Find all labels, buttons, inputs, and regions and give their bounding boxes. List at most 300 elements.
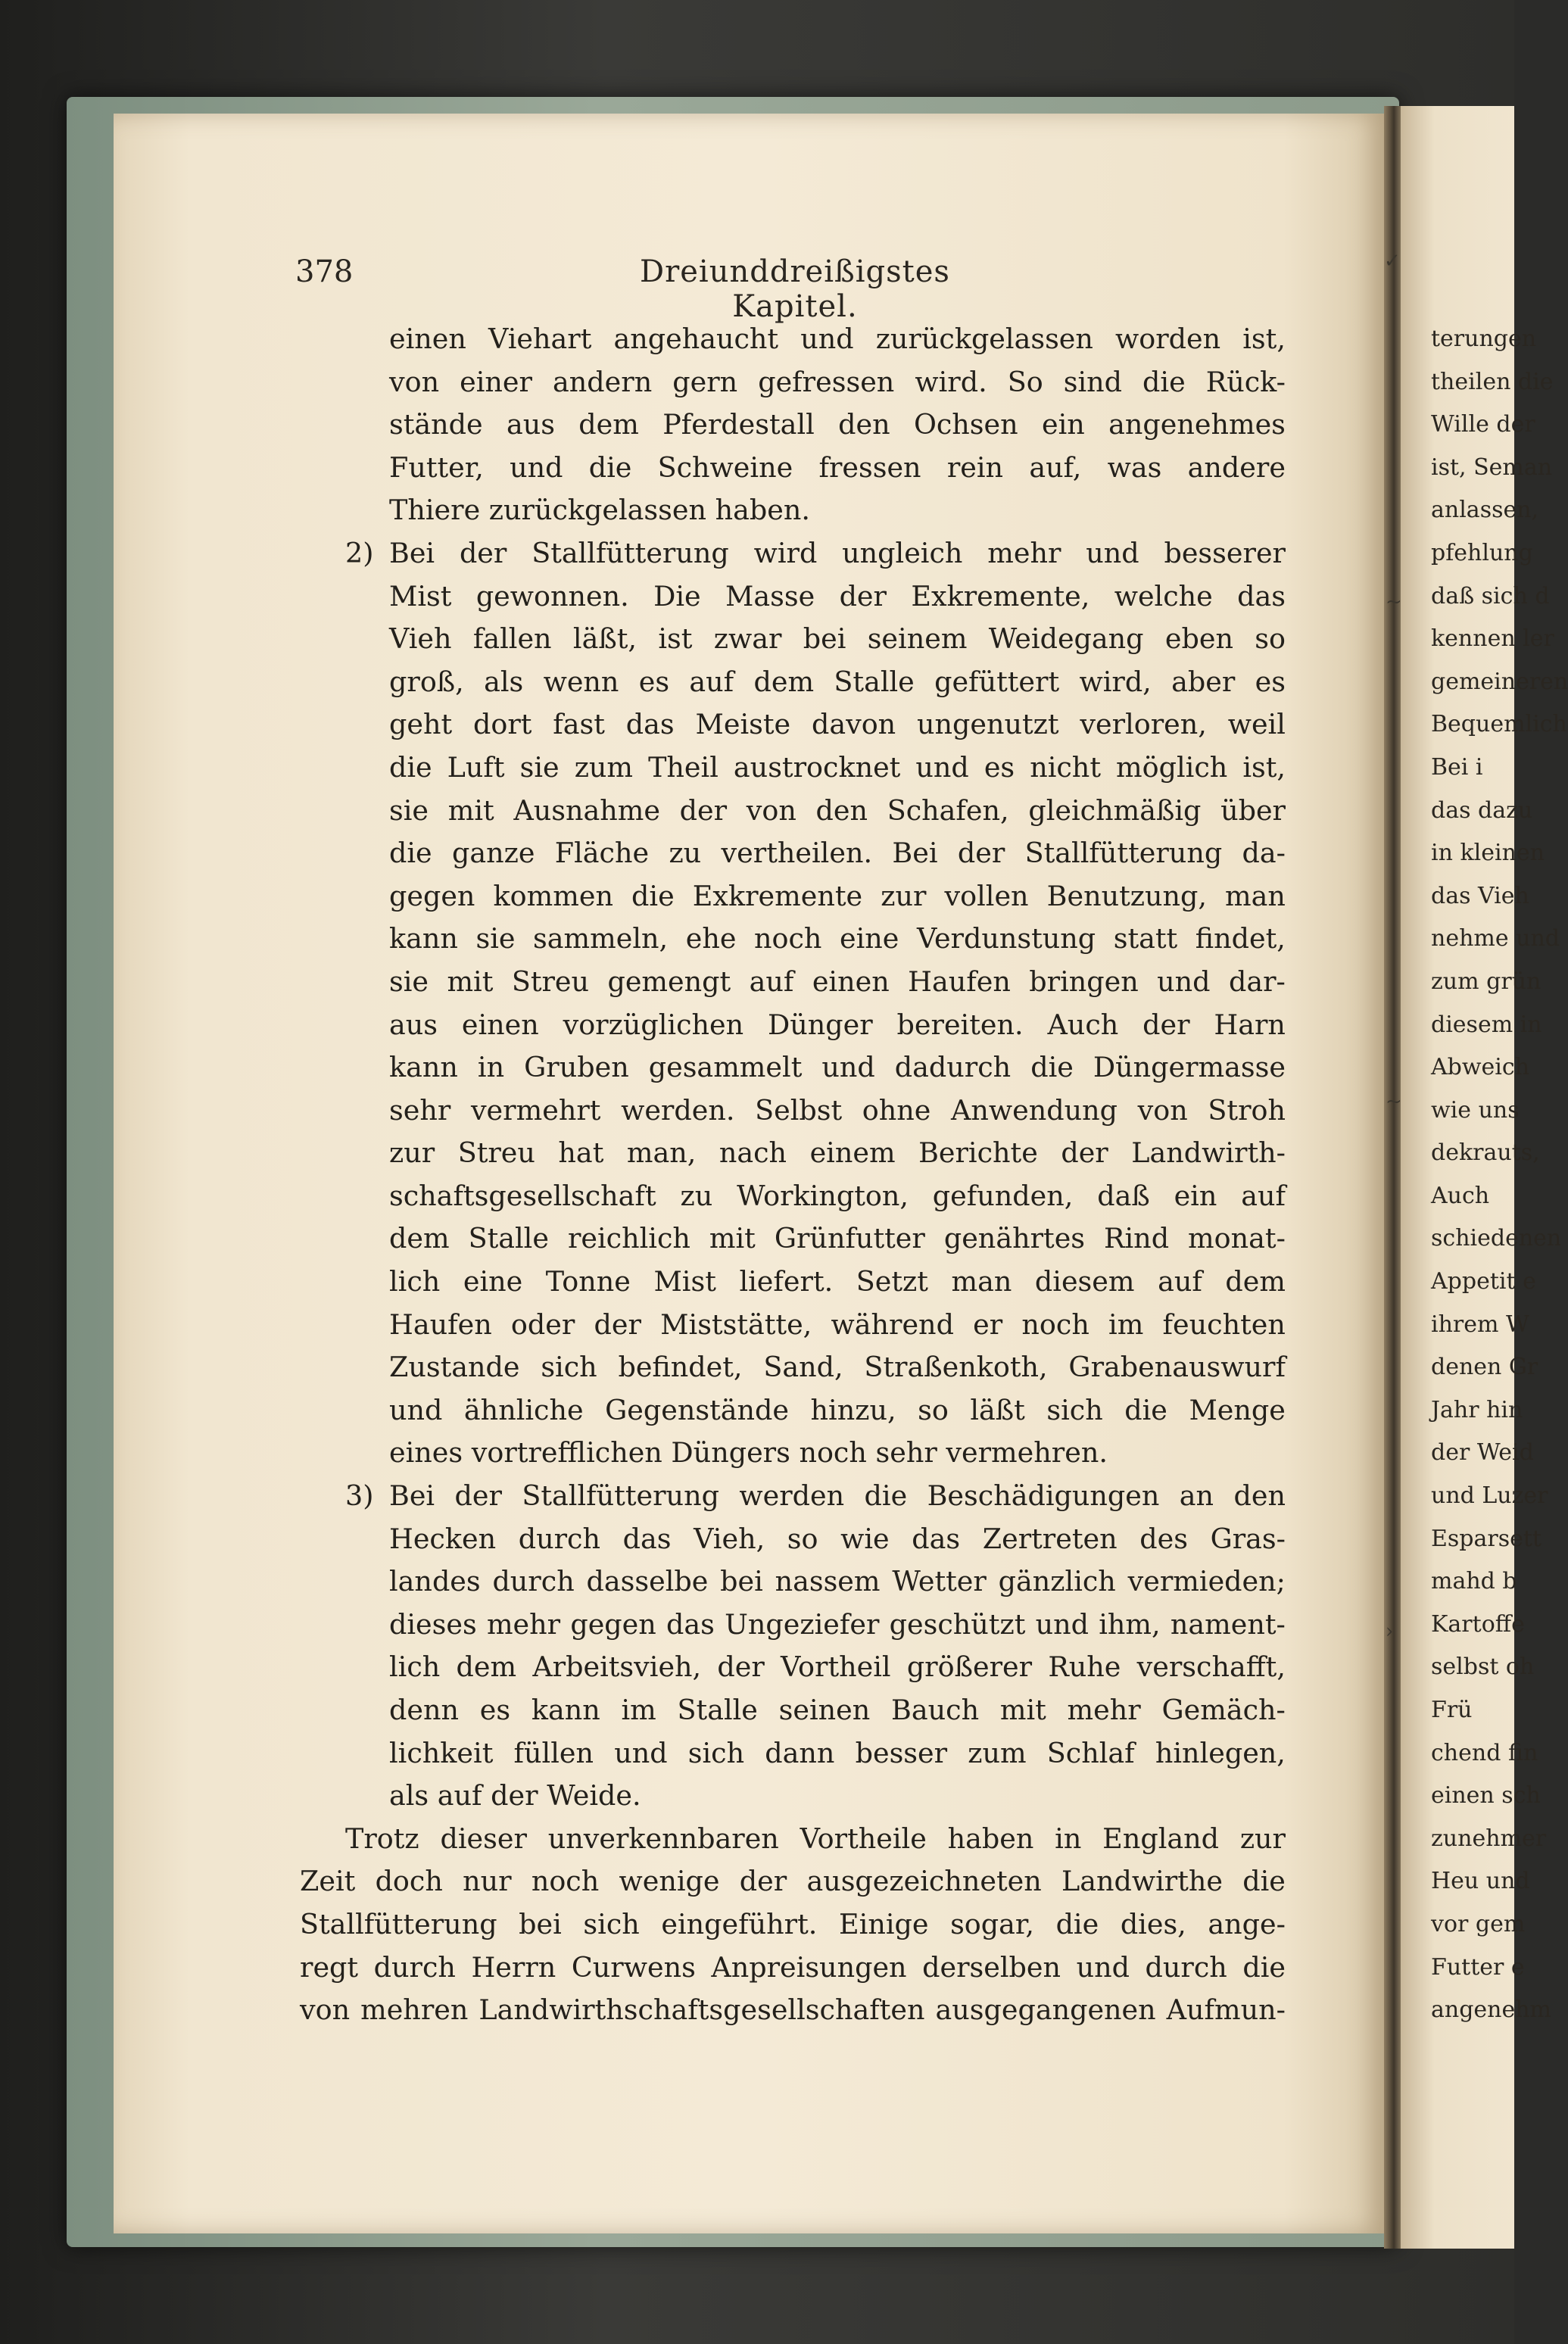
word: Fläche	[554, 837, 650, 870]
word: Trotz	[345, 1822, 419, 1855]
word: eingeführt.	[661, 1907, 818, 1940]
word: bei	[720, 1565, 763, 1598]
word: Curwens	[571, 1950, 696, 1984]
word: noch	[531, 1865, 600, 1898]
word: Auch	[1047, 1008, 1119, 1041]
word: einer	[460, 365, 532, 398]
word: der	[454, 1479, 502, 1513]
word: befindet,	[618, 1351, 743, 1384]
word: die	[1242, 1950, 1286, 1984]
margin-mark: ~	[1386, 591, 1402, 613]
word: nassem	[775, 1565, 881, 1598]
word: zu	[680, 1179, 713, 1212]
word: Stroh	[1208, 1093, 1286, 1127]
margin-mark: ›	[1386, 1620, 1394, 1643]
text-line	[300, 1346, 1286, 1389]
word: sehr	[389, 1093, 451, 1127]
word: Streu	[457, 1136, 535, 1170]
word: Exkremente,	[911, 579, 1090, 612]
word: Bauch	[891, 1694, 980, 1726]
word: kommen	[493, 879, 613, 912]
word: derselben	[922, 1950, 1061, 1984]
word: monat-	[1188, 1222, 1286, 1255]
word: austrocknet	[733, 750, 901, 784]
word: von	[1137, 1093, 1188, 1127]
word: durch	[492, 1565, 575, 1598]
word: sich	[687, 1736, 745, 1769]
word: werden.	[621, 1093, 735, 1127]
word: Exkremente	[692, 879, 863, 912]
text-line	[300, 1903, 1286, 1947]
facing-page-line: chend fin	[1431, 1739, 1538, 1766]
word: denn	[389, 1694, 459, 1726]
word: der	[1061, 1136, 1108, 1170]
word: bei	[803, 622, 846, 656]
word: einem	[809, 1136, 896, 1170]
facing-page-line: Auch	[1431, 1182, 1490, 1209]
word: als	[389, 1779, 438, 1813]
word: Zertreten	[982, 1522, 1118, 1555]
body-text	[300, 318, 1286, 2032]
word: gemengt	[607, 965, 731, 998]
word: der	[1142, 1008, 1190, 1041]
word: Harn	[1214, 1008, 1286, 1041]
word: Stalle	[677, 1694, 758, 1726]
word: ein	[1174, 1179, 1217, 1212]
word: dann	[765, 1736, 835, 1769]
facing-page-line: theilen die	[1431, 368, 1554, 395]
word: dem	[753, 665, 815, 698]
word: sind	[1063, 365, 1123, 398]
word: da-	[1242, 837, 1286, 870]
facing-page-line: Abweich	[1431, 1054, 1530, 1081]
word: mehr	[987, 536, 1061, 569]
word: einen	[461, 1008, 539, 1041]
word: ist,	[1242, 323, 1286, 355]
word: es	[984, 750, 1015, 784]
word: mit	[709, 1222, 756, 1255]
word: Gruben	[524, 1051, 629, 1084]
word: Thiere	[389, 494, 489, 527]
word: auf	[437, 1779, 491, 1813]
word: Arbeitsvieh,	[532, 1650, 702, 1684]
word: die	[1124, 1393, 1167, 1426]
word: aus	[389, 1008, 438, 1041]
word: seinen	[778, 1694, 871, 1726]
word: Stalle	[468, 1222, 549, 1255]
word: Weidegang	[988, 622, 1144, 656]
word: die	[1030, 1051, 1074, 1084]
word: der	[459, 536, 507, 569]
text-line	[300, 703, 1286, 747]
word: Mist	[653, 1265, 716, 1298]
word: gefunden,	[932, 1179, 1074, 1212]
word: lich	[389, 1265, 441, 1298]
facing-page-line: dekrauts,	[1431, 1139, 1540, 1167]
text-line	[300, 1646, 1286, 1689]
word: dem	[1225, 1265, 1286, 1298]
word: Vieh,	[694, 1522, 765, 1555]
chapter-title: Dreiunddreißigstes Kapitel.	[640, 254, 950, 324]
word: reichlich	[567, 1222, 690, 1255]
text-line	[300, 1689, 1286, 1732]
word: während	[831, 1308, 954, 1341]
word: von	[300, 1993, 351, 2027]
text-line	[300, 575, 1286, 619]
text-line	[300, 961, 1286, 1004]
word: aus	[506, 408, 555, 441]
word: sie	[389, 793, 429, 827]
word: fressen	[818, 450, 921, 484]
word: mit	[447, 965, 494, 998]
word: ungleich	[842, 536, 963, 569]
word: auf	[689, 665, 734, 698]
word: sie	[475, 922, 516, 955]
facing-page-line: kennen ler	[1431, 625, 1554, 653]
word: ehe	[685, 922, 737, 955]
word: die	[1055, 1907, 1099, 1940]
word: eine	[840, 922, 899, 955]
list-number: 2)	[345, 536, 374, 569]
word: haben	[947, 1822, 1034, 1855]
word: zur	[1239, 1822, 1286, 1855]
word: so	[787, 1522, 818, 1555]
word: gewonnen.	[475, 579, 629, 612]
word: England	[1102, 1822, 1219, 1855]
facing-page-line: Jahr hin	[1431, 1396, 1523, 1423]
word: Straßenkoth,	[864, 1351, 1048, 1384]
word: verloren,	[1080, 708, 1207, 741]
text-line	[300, 1560, 1286, 1604]
text-line	[300, 1304, 1286, 1347]
word: noch	[799, 1436, 876, 1470]
word: Haufen	[908, 965, 1011, 998]
word: rein	[946, 450, 1004, 484]
word: so	[918, 1393, 949, 1426]
word: von	[389, 365, 440, 398]
word: dadurch	[894, 1051, 1012, 1084]
word: ausgezeichneten	[806, 1865, 1042, 1898]
word: läßt	[970, 1393, 1025, 1426]
text-line	[300, 1175, 1286, 1218]
word: und	[389, 1393, 443, 1426]
word: kann	[389, 1051, 458, 1084]
word: worden	[1115, 323, 1221, 355]
facing-page-line: das Vieh	[1431, 882, 1529, 909]
word: Landwirth-	[1131, 1136, 1286, 1170]
word: Herrn	[471, 1950, 556, 1984]
word: Einige	[839, 1907, 929, 1940]
word: bei	[519, 1907, 562, 1940]
word: Landwirthe	[1061, 1865, 1224, 1898]
text-line	[300, 790, 1286, 833]
text-line	[300, 1389, 1286, 1432]
word: Berichte	[918, 1136, 1038, 1170]
word: hat	[558, 1136, 604, 1170]
facing-page-line: nehme und	[1431, 925, 1560, 952]
word: Viehart	[488, 323, 592, 355]
facing-page-line: einen sch	[1431, 1782, 1541, 1809]
word: lichkeit	[389, 1736, 494, 1769]
facing-page-line: anlassen,	[1431, 497, 1539, 524]
text-line	[300, 1432, 1286, 1475]
word: zum	[574, 750, 634, 784]
word: vertheilen.	[721, 837, 873, 870]
word: besser	[855, 1736, 948, 1769]
word: Bei	[389, 1479, 435, 1513]
word: Düngermasse	[1093, 1051, 1286, 1084]
word: noch	[1021, 1308, 1089, 1341]
word: Ochsen	[913, 408, 1018, 441]
word: auf	[1241, 1179, 1286, 1212]
word: ähnliche	[463, 1393, 584, 1426]
word: Sand,	[763, 1351, 843, 1384]
facing-page-line: Bei i	[1431, 753, 1483, 781]
word: stände	[389, 408, 483, 441]
word: gefressen	[758, 365, 895, 398]
word: über	[1220, 793, 1286, 827]
word: mehr	[486, 1607, 561, 1641]
facing-page-line: vor gem	[1431, 1910, 1526, 1937]
word: sich	[541, 1351, 597, 1384]
word: Stallfütterung	[531, 536, 729, 569]
facing-page-line: Futter e	[1431, 1953, 1525, 1981]
word: der	[594, 1308, 641, 1341]
word: und	[1157, 965, 1211, 998]
word: nicht	[1030, 750, 1101, 784]
word: andern	[553, 365, 653, 398]
word: vermehren.	[946, 1436, 1108, 1470]
word: Wetter	[892, 1565, 987, 1598]
word: Schweine	[657, 450, 793, 484]
text-line	[300, 618, 1286, 661]
word: zum	[968, 1736, 1027, 1769]
word: wenige	[619, 1865, 720, 1898]
word: Theil	[648, 750, 719, 784]
word: gegen	[570, 1607, 656, 1641]
word: nament-	[1170, 1607, 1286, 1641]
word: wie	[840, 1522, 890, 1555]
word: bereiten.	[896, 1008, 1024, 1041]
word: landes	[389, 1565, 481, 1598]
facing-page-fragments	[1431, 318, 1568, 2032]
word: nur	[463, 1865, 512, 1898]
text-line	[300, 1947, 1286, 1990]
text-line	[300, 447, 1286, 490]
word: in	[477, 1051, 505, 1084]
word: Meiste	[695, 708, 791, 741]
word: findet,	[1195, 922, 1286, 955]
word: man	[1225, 879, 1286, 912]
word: Luft	[447, 750, 505, 784]
word: und	[1035, 1607, 1089, 1641]
word: Gegenstände	[605, 1393, 790, 1426]
facing-page-line: ist, Seman	[1431, 454, 1553, 481]
text-line	[300, 404, 1286, 447]
word: zurückgelassen	[488, 494, 715, 527]
word: dasselbe	[586, 1565, 709, 1598]
word: Zeit	[300, 1865, 356, 1898]
text-line	[300, 1132, 1286, 1175]
word: Landwirthschaftsgesellschaften	[479, 1993, 925, 2027]
facing-page-line: schiedenen	[1431, 1225, 1562, 1252]
word: einen	[389, 323, 466, 355]
text-line	[300, 1818, 1286, 1861]
word: liefert.	[739, 1265, 834, 1298]
word: ange-	[1208, 1907, 1286, 1940]
page-number: 378	[295, 254, 354, 289]
word: kann	[531, 1694, 600, 1726]
word: dieser	[440, 1822, 527, 1855]
word: genährtes	[943, 1222, 1086, 1255]
word: Workington,	[737, 1179, 909, 1212]
word: was	[1107, 450, 1162, 484]
word: die	[389, 837, 432, 870]
word: andere	[1187, 450, 1286, 484]
word: das	[622, 1522, 672, 1555]
word: ist,	[1242, 750, 1286, 784]
word: eine	[463, 1265, 523, 1298]
word: und	[510, 450, 563, 484]
facing-page-line: Heu und	[1431, 1868, 1530, 1895]
word: doch	[375, 1865, 443, 1898]
word: läßt,	[572, 622, 637, 656]
text-line	[300, 1046, 1286, 1089]
word: vollen	[944, 879, 1029, 912]
word: fast	[553, 708, 605, 741]
word: dem	[389, 1222, 450, 1255]
word: ganze	[451, 837, 535, 870]
word: den	[815, 793, 868, 827]
word: Zustande	[389, 1351, 520, 1384]
word: unverkennbaren	[547, 1822, 779, 1855]
word: fallen	[472, 622, 552, 656]
facing-page-line: Esparsett	[1431, 1525, 1542, 1552]
word: ihm,	[1099, 1607, 1161, 1641]
word: sammeln,	[533, 922, 669, 955]
facing-page-line: pfehlung	[1431, 539, 1533, 566]
word: und	[821, 1051, 875, 1084]
word: auf,	[1029, 450, 1082, 484]
word: der	[739, 1865, 787, 1898]
word: ausgegangenen	[935, 1993, 1156, 2027]
word: hinlegen,	[1155, 1736, 1286, 1769]
word: Ruhe	[1048, 1650, 1121, 1684]
word: regt	[300, 1950, 359, 1984]
word: dies,	[1120, 1907, 1186, 1940]
text-line	[300, 489, 1286, 532]
text-line	[300, 661, 1286, 704]
word: gesammelt	[648, 1051, 803, 1084]
word: welche	[1114, 579, 1213, 612]
word: Stallfütterung	[522, 1479, 719, 1513]
word: das	[912, 1522, 961, 1555]
word: füllen	[513, 1736, 594, 1769]
text-line	[300, 1604, 1286, 1647]
word: durch	[518, 1522, 600, 1555]
text-line	[300, 1217, 1286, 1261]
word: vermieden;	[1127, 1565, 1286, 1598]
facing-page-line: das dazu	[1431, 796, 1533, 824]
facing-page-line: zum grün	[1431, 968, 1542, 995]
word: Vortheile	[800, 1822, 927, 1855]
word: Mist	[389, 579, 452, 612]
word: zur	[881, 879, 927, 912]
word: daß	[1097, 1179, 1150, 1212]
text-line	[300, 318, 1286, 361]
word: sich	[1046, 1393, 1103, 1426]
word: an	[1179, 1479, 1214, 1513]
word: durch	[373, 1950, 456, 1984]
word: Tonne	[545, 1265, 631, 1298]
word: mehr	[1067, 1694, 1141, 1726]
word: und	[1076, 1950, 1130, 1984]
text-line	[300, 1860, 1286, 1903]
word: mit	[447, 793, 494, 827]
facing-page-line: Bequemlich	[1431, 711, 1567, 738]
word: Stallfütterung	[300, 1907, 497, 1940]
facing-page-line: angenehm	[1431, 1996, 1552, 2024]
facing-page-line: daß sich d	[1431, 582, 1550, 609]
running-head	[295, 254, 1280, 324]
text-line	[300, 918, 1286, 961]
word: Streu	[511, 965, 590, 998]
word: Masse	[725, 579, 815, 612]
word: den	[1233, 1479, 1286, 1513]
word: und	[1086, 536, 1139, 569]
word: es	[479, 1694, 511, 1726]
word: groß,	[389, 665, 464, 698]
word: Anpreisungen	[711, 1950, 907, 1984]
word: schaftsgesellschaft	[389, 1179, 656, 1212]
word: Setzt	[856, 1265, 928, 1298]
word: den	[838, 408, 890, 441]
word: Ungeziefer	[725, 1607, 880, 1641]
word: Stalle	[834, 665, 915, 698]
word: vermehrt	[470, 1093, 601, 1127]
word: vortrefflichen	[471, 1436, 672, 1470]
word: bringen	[1029, 965, 1139, 998]
word: seinem	[867, 622, 968, 656]
word: so	[1255, 622, 1286, 656]
facing-page-line: Frü	[1431, 1697, 1473, 1723]
margin-mark: ~	[1386, 1090, 1402, 1113]
word: sie	[389, 965, 429, 998]
word: feuchten	[1162, 1308, 1286, 1341]
word: ein	[1041, 408, 1085, 441]
text-line	[300, 532, 1286, 575]
word: die	[864, 1479, 908, 1513]
word: wird.	[915, 365, 987, 398]
word: wird	[753, 536, 818, 569]
word: die	[631, 879, 675, 912]
word: der	[717, 1650, 765, 1684]
word: verschafft,	[1136, 1650, 1286, 1684]
word: haben.	[715, 494, 810, 527]
text-line	[300, 1261, 1286, 1304]
word: lich	[389, 1650, 441, 1684]
word: sogar,	[950, 1907, 1034, 1940]
word: gegen	[389, 879, 475, 912]
facing-page-line: und Luzer	[1431, 1482, 1548, 1510]
text-line	[300, 1475, 1286, 1518]
facing-page-line: selbst oh	[1431, 1654, 1535, 1681]
word: eben	[1164, 622, 1233, 656]
word: gänzlich	[998, 1565, 1116, 1598]
word: ungenutzt	[917, 708, 1059, 741]
text-line	[300, 1518, 1286, 1561]
word: und	[915, 750, 969, 784]
